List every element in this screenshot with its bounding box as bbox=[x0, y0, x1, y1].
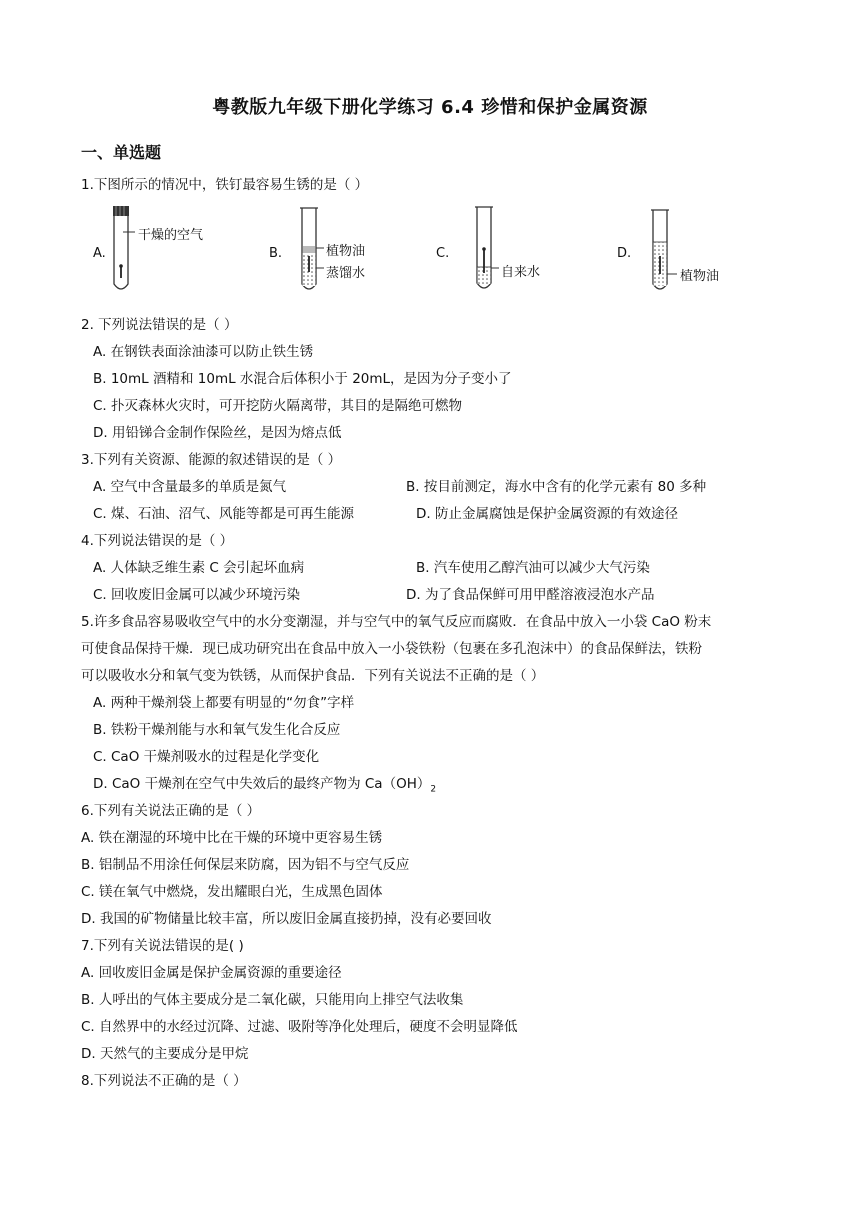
page-title: 粤教版九年级下册化学练习 6.4 珍惜和保护金属资源 bbox=[212, 97, 648, 118]
question-8-stem: 8.下列说法不正确的是（ ） bbox=[81, 1073, 247, 1089]
question-3-option-d: D. 防止金属腐蚀是保护金属资源的有效途径 bbox=[416, 506, 678, 522]
figure-d-letter: D. bbox=[617, 246, 632, 261]
question-7-stem: 7.下列有关说法错误的是( ) bbox=[81, 938, 244, 954]
question-6-stem: 6.下列有关说法正确的是（ ） bbox=[81, 803, 261, 819]
question-2-option-c: C. 扑灭森林火灾时，可开挖防火隔离带，其目的是隔绝可燃物 bbox=[93, 398, 463, 414]
oil-layer bbox=[303, 246, 316, 253]
question-3-option-b: B. 按目前测定，海水中含有的化学元素有 80 多种 bbox=[406, 479, 707, 495]
subscript-2: 2 bbox=[430, 784, 437, 795]
question-6-option-d: D. 我国的矿物储量比较丰富，所以废旧金属直接扔掉，没有必要回收 bbox=[81, 911, 492, 927]
question-2-option-b: B. 10mL 酒精和 10mL 水混合后体积小于 20mL，是因为分子变小了 bbox=[93, 371, 512, 387]
question-7-option-c: C. 自然界中的水经过沉降、过滤、吸附等净化处理后，硬度不会明显降低 bbox=[81, 1019, 518, 1035]
question-6-option-c: C. 镁在氧气中燃烧，发出耀眼白光，生成黑色固体 bbox=[81, 884, 383, 900]
question-3-option-a: A. 空气中含量最多的单质是氮气 bbox=[93, 479, 287, 495]
stopper-icon bbox=[113, 206, 129, 216]
question-4-option-b: B. 汽车使用乙醇汽油可以减少大气污染 bbox=[416, 560, 650, 576]
figure-b-letter: B. bbox=[269, 246, 283, 261]
question-2-option-d: D. 用铅锑合金制作保险丝，是因为熔点低 bbox=[93, 425, 342, 441]
question-5-stem-line-3: 可以吸收水分和氧气变为铁锈，从而保护食品．下列有关说法不正确的是（ ） bbox=[81, 668, 545, 684]
question-3-stem: 3.下列有关资源、能源的叙述错误的是（ ） bbox=[81, 452, 342, 468]
figure-a-tube bbox=[105, 204, 220, 296]
figure-c-letter: C. bbox=[436, 246, 450, 261]
figure-a-letter: A. bbox=[93, 246, 106, 261]
question-5-option-c: C. CaO 干燥剂吸水的过程是化学变化 bbox=[93, 749, 320, 765]
question-5-stem-line-1: 5.许多食品容易吸收空气中的水分变潮湿，并与空气中的氧气反应而腐败．在食品中放入一小袋 CaO 粉末 bbox=[81, 614, 712, 630]
question-5-option-d-text: D. CaO 干燥剂在空气中失效后的最终产物为 Ca（OH） bbox=[93, 776, 431, 792]
question-2-stem: 2. 下列说法错误的是（ ） bbox=[81, 317, 238, 333]
figure-c-tube bbox=[469, 205, 529, 295]
question-7-option-a: A. 回收废旧金属是保护金属资源的重要途径 bbox=[81, 965, 342, 981]
question-7-option-d: D. 天然气的主要成分是甲烷 bbox=[81, 1046, 249, 1062]
figure-b-label-water: 蒸馏水 bbox=[326, 266, 366, 281]
question-4-option-c: C. 回收废旧金属可以减少环境污染 bbox=[93, 587, 301, 603]
question-5-stem-line-2: 可使食品保持干燥．现已成功研究出在食品中放入一小袋铁粉（包裹在多孔泡沫中）的食品保鲜法，铁粉 bbox=[81, 641, 702, 657]
question-6-option-b: B. 铝制品不用涂任何保层来防腐，因为铝不与空气反应 bbox=[81, 857, 410, 873]
figure-a-label: 干燥的空气 bbox=[138, 228, 204, 243]
question-5-option-a: A. 两种干燥剂袋上都要有明显的“勿食”字样 bbox=[93, 695, 355, 711]
question-4-option-d: D. 为了食品保鲜可用甲醛溶液浸泡水产品 bbox=[406, 587, 655, 603]
question-4-option-a: A. 人体缺乏维生素 C 会引起坏血病 bbox=[93, 560, 305, 576]
figure-d-label: 植物油 bbox=[680, 269, 720, 284]
section-heading: 一、单选题 bbox=[81, 143, 162, 162]
question-1-stem: 1.下图所示的情况中，铁钉最容易生锈的是（ ） bbox=[81, 177, 369, 193]
question-6-option-a: A. 铁在潮湿的环境中比在干燥的环境中更容易生锈 bbox=[81, 830, 383, 846]
figure-b-label-oil: 植物油 bbox=[326, 244, 366, 259]
question-4-stem: 4.下列说法错误的是（ ） bbox=[81, 533, 234, 549]
question-7-option-b: B. 人呼出的气体主要成分是二氧化碳，只能用向上排空气法收集 bbox=[81, 992, 464, 1008]
question-2-option-a: A. 在钢铁表面涂油漆可以防止铁生锈 bbox=[93, 344, 314, 360]
question-3-option-c: C. 煤、石油、沼气、风能等都是可再生能源 bbox=[93, 506, 355, 522]
question-5-option-d bbox=[93, 775, 436, 799]
figure-c-label: 自来水 bbox=[501, 265, 541, 280]
question-5-option-b: B. 铁粉干燥剂能与水和氧气发生化合反应 bbox=[93, 722, 341, 738]
